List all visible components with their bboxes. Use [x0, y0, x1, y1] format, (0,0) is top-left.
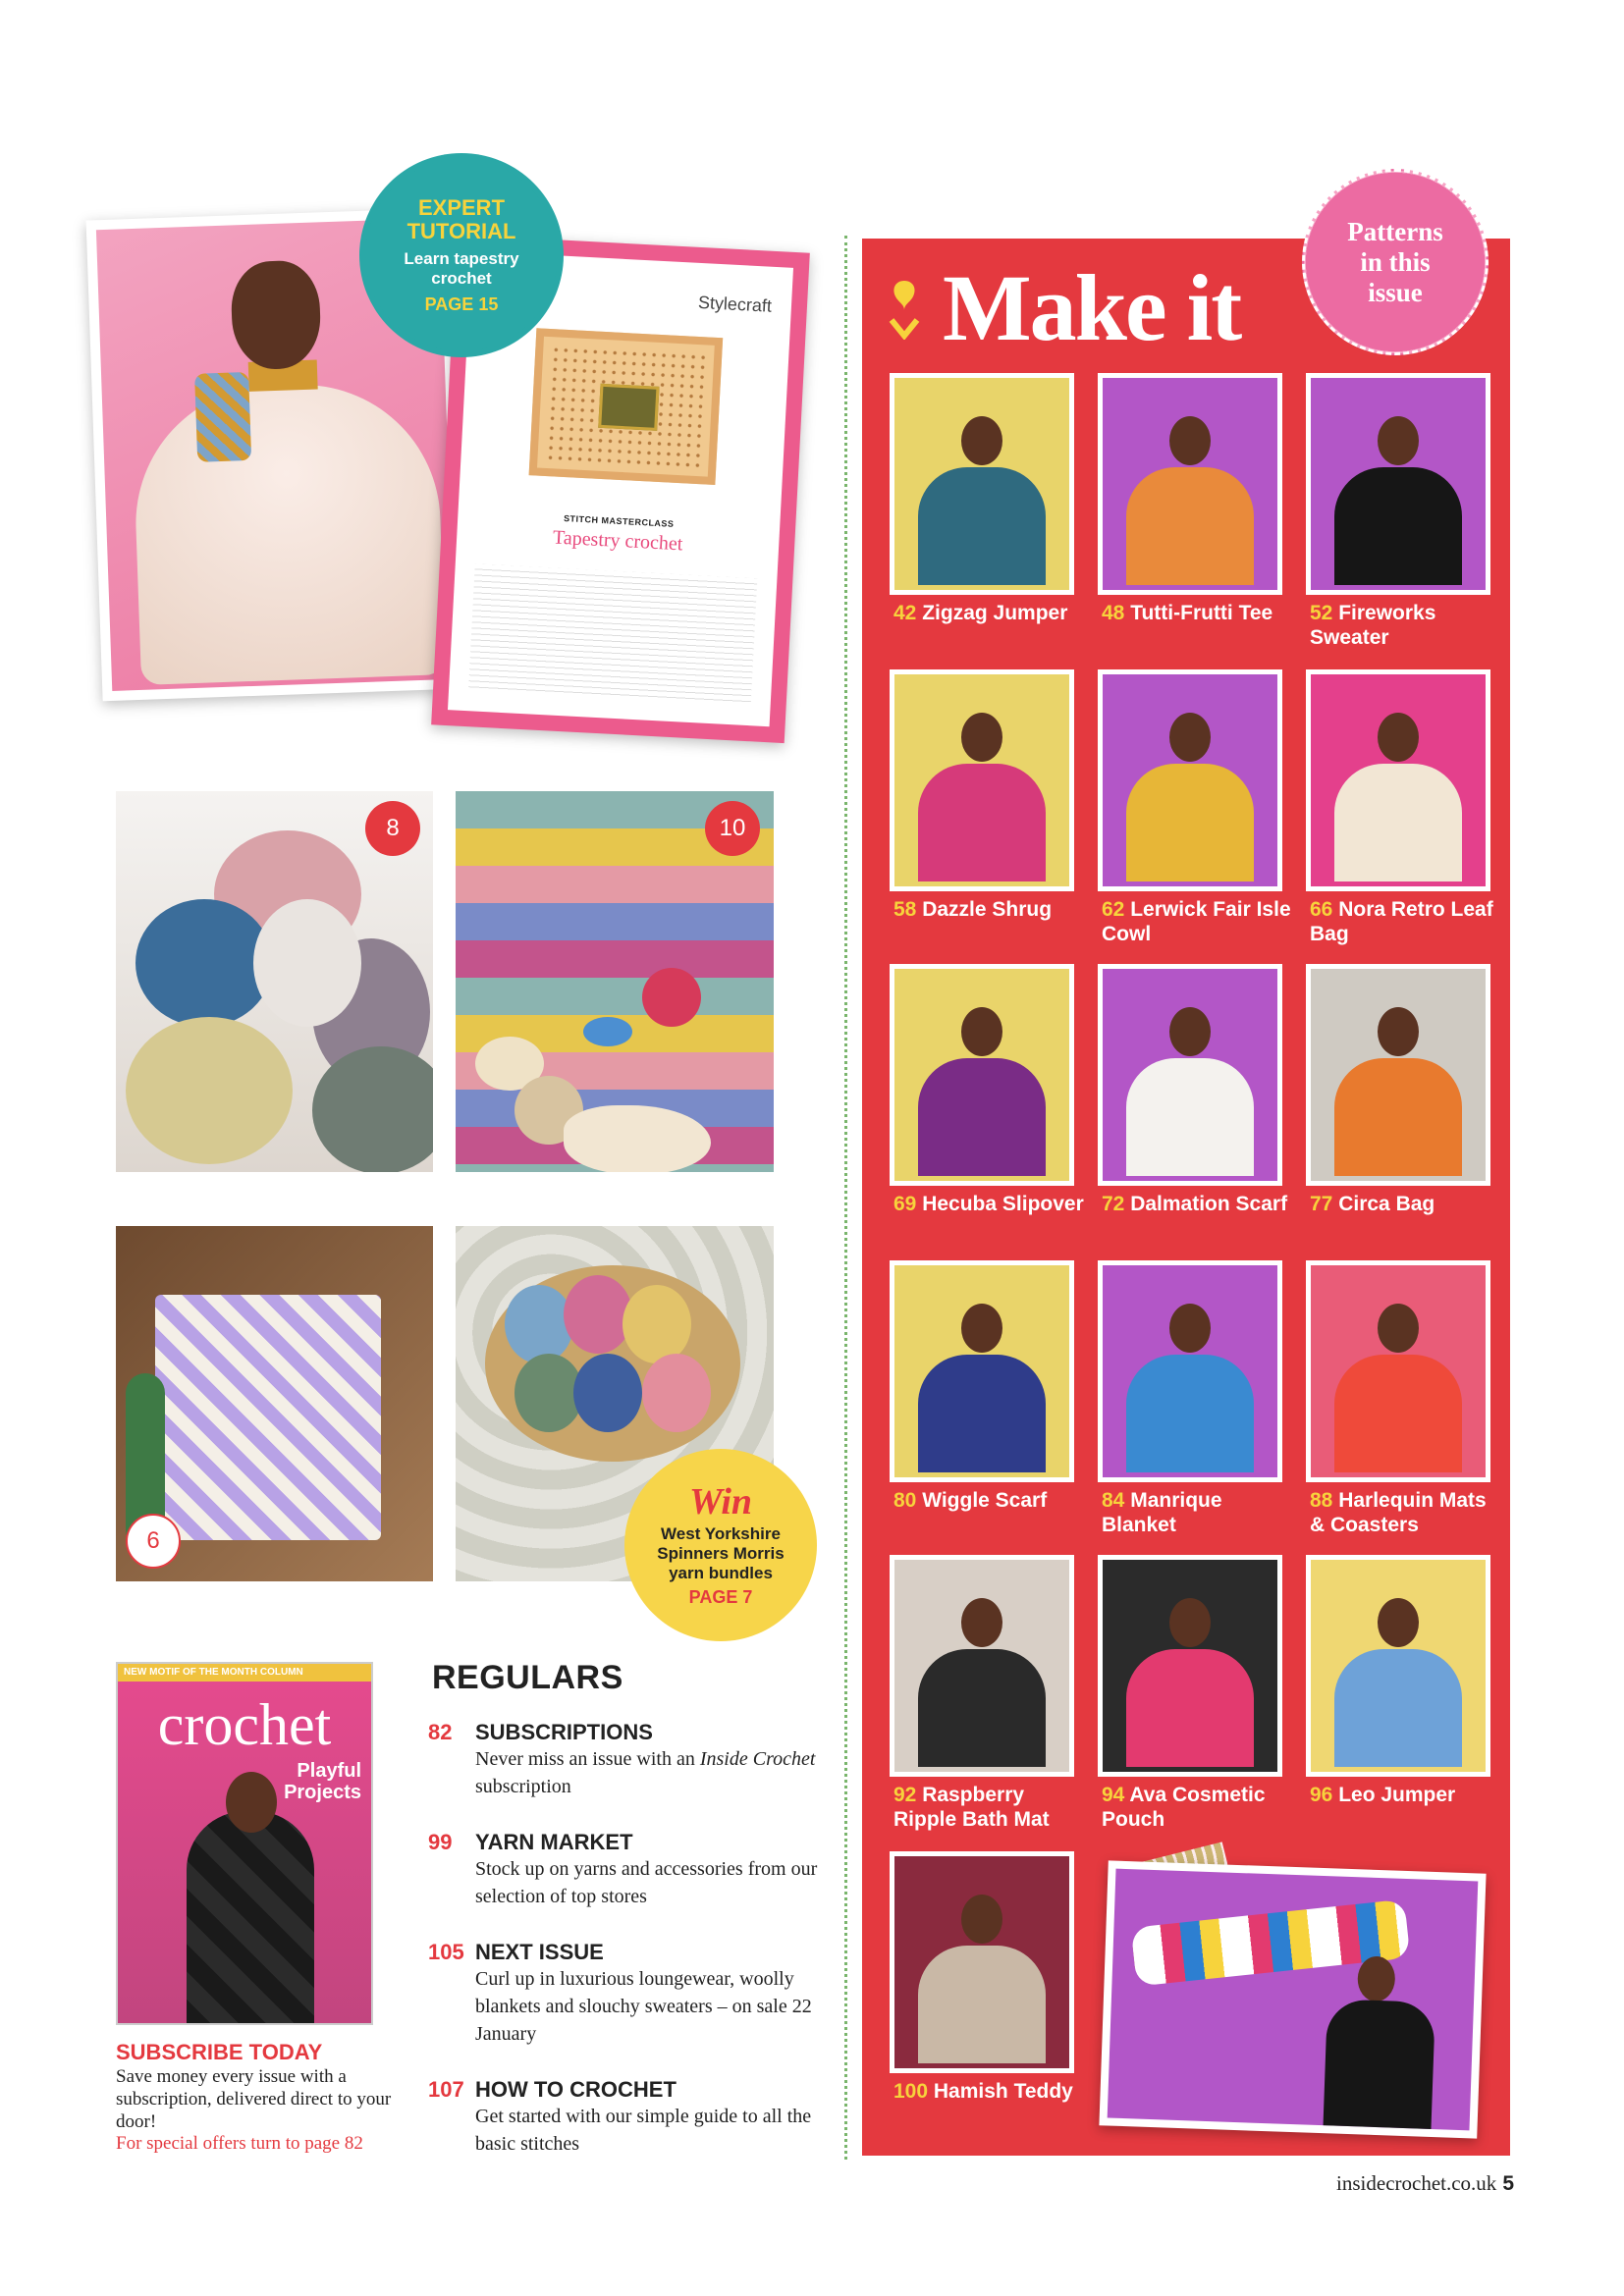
project-caption	[1102, 1783, 1298, 1832]
project-name: Circa Bag	[1338, 1193, 1435, 1215]
project-page-number: 92	[893, 1784, 917, 1806]
project-garment	[918, 764, 1046, 881]
project-page-number: 77	[1310, 1193, 1333, 1215]
project-name: Dazzle Shrug	[922, 898, 1053, 921]
win-giveaway-badge[interactable]	[624, 1449, 817, 1641]
win-page: PAGE 7	[688, 1586, 753, 1607]
regular-item-subscriptions[interactable]	[428, 1720, 821, 1800]
project-garment	[918, 467, 1046, 585]
regular-description: Get started with our simple guide to all the basic stitches	[475, 2106, 812, 2155]
project-garment	[918, 1946, 1046, 2063]
project-photo[interactable]	[1306, 1555, 1490, 1777]
project-caption	[1102, 897, 1298, 946]
model-head	[1378, 1598, 1419, 1647]
body-text-lines	[468, 563, 757, 706]
project-name: Tutti-Frutti Tee	[1130, 602, 1273, 624]
project-name: Manrique Blanket	[1102, 1489, 1222, 1536]
model-head	[1378, 1007, 1419, 1056]
model-head	[961, 1007, 1002, 1056]
project-photo[interactable]	[890, 669, 1074, 891]
project-page-number: 52	[1310, 602, 1333, 624]
project-card[interactable]	[890, 1851, 1086, 2136]
regular-description: Never miss an issue with an Inside Crochet subscription	[475, 1748, 816, 1797]
cover-coverline: Playful Projects	[284, 1760, 361, 1803]
project-name: Fireworks Sweater	[1310, 602, 1436, 649]
project-page-number: 58	[893, 898, 917, 921]
project-garment	[1334, 1649, 1462, 1767]
pegboard-image	[529, 328, 724, 485]
regular-item-yarn-market[interactable]	[428, 1830, 821, 1910]
project-page-number: 66	[1310, 898, 1333, 921]
project-caption	[1310, 1488, 1506, 1537]
regular-label: SUBSCRIPTIONS	[475, 1720, 653, 1744]
project-garment	[1334, 1058, 1462, 1176]
regular-description: Curl up in luxurious loungewear, woolly blankets and slouchy sweaters – on sale 22 January	[475, 1968, 812, 2045]
regular-description: Stock up on yarns and accessories from our selection of top stores	[475, 1858, 818, 1907]
project-garment	[1126, 1649, 1254, 1767]
project-page-number: 80	[893, 1489, 917, 1512]
project-card[interactable]	[1098, 964, 1294, 1249]
project-photo[interactable]	[890, 1260, 1074, 1482]
project-photo[interactable]	[890, 1555, 1074, 1777]
regulars-heading: REGULARS	[432, 1659, 623, 1696]
project-caption	[1102, 1192, 1298, 1216]
expert-tutorial-badge[interactable]	[365, 159, 558, 351]
regular-item-next-issue[interactable]	[428, 1940, 821, 2048]
scarf-feature-photo	[1099, 1860, 1486, 2138]
project-page-number: 69	[893, 1193, 917, 1215]
project-photo[interactable]	[1098, 964, 1282, 1186]
project-card[interactable]	[890, 1260, 1086, 1545]
project-card[interactable]	[890, 669, 1086, 954]
project-card[interactable]	[1306, 1260, 1502, 1545]
project-name: Leo Jumper	[1338, 1784, 1456, 1806]
badge-page: PAGE 15	[424, 294, 499, 314]
project-photo[interactable]	[1098, 373, 1282, 595]
magazine-cover[interactable]	[116, 1662, 373, 2025]
model-head	[1169, 416, 1211, 465]
model-head	[961, 1304, 1002, 1353]
project-photo[interactable]	[890, 1851, 1074, 2073]
project-caption	[893, 1783, 1090, 1832]
model-head	[230, 259, 322, 370]
project-caption	[1310, 1192, 1506, 1216]
model-head	[1169, 1007, 1211, 1056]
project-caption	[1102, 1488, 1298, 1537]
tapestry-mitt	[194, 372, 251, 462]
regular-item-how-to-crochet[interactable]	[428, 2077, 821, 2158]
project-caption	[893, 601, 1090, 625]
subscribe-text: Save money every issue with a subscription, delivered direct to your door!	[116, 2066, 392, 2132]
project-photo[interactable]	[1098, 669, 1282, 891]
cover-model	[187, 1811, 314, 2025]
project-garment	[1126, 1058, 1254, 1176]
project-card[interactable]	[1306, 373, 1502, 658]
project-name: Hamish Teddy	[933, 2080, 1073, 2103]
win-line3: yarn bundles	[669, 1563, 773, 1582]
regular-label: NEXT ISSUE	[475, 1940, 604, 1964]
project-name: Hecuba Slipover	[922, 1193, 1084, 1215]
project-card[interactable]	[890, 373, 1086, 658]
project-name: Nora Retro Leaf Bag	[1310, 898, 1493, 945]
make-it-heading: Make it	[943, 255, 1241, 360]
model-head	[1378, 416, 1419, 465]
project-garment	[918, 1649, 1046, 1767]
project-caption	[893, 1488, 1090, 1513]
project-page-number: 48	[1102, 602, 1125, 624]
cover-topbar: NEW MOTIF OF THE MONTH COLUMN	[118, 1664, 371, 1682]
project-name: Wiggle Scarf	[922, 1489, 1048, 1512]
project-garment	[1334, 1355, 1462, 1472]
project-page-number: 96	[1310, 1784, 1333, 1806]
crochet-hook-icon	[888, 277, 921, 340]
model-head	[1169, 1598, 1211, 1647]
project-photo[interactable]	[1098, 1260, 1282, 1482]
project-name: Dalmation Scarf	[1130, 1193, 1288, 1215]
model-head	[961, 1598, 1002, 1647]
project-photo[interactable]	[1306, 964, 1490, 1186]
project-page-number: 88	[1310, 1489, 1333, 1512]
badge-line3: Learn tapestry	[404, 248, 519, 268]
footer-site[interactable]: insidecrochet.co.uk	[1336, 2171, 1497, 2195]
project-name: Lerwick Fair Isle Cowl	[1102, 898, 1291, 945]
project-caption	[1102, 601, 1298, 625]
project-card[interactable]	[1306, 1555, 1502, 1840]
project-card[interactable]	[1098, 669, 1294, 954]
item-number-badge: 6	[126, 1514, 181, 1569]
badge-line1: EXPERT	[417, 194, 506, 220]
win-title: Win	[688, 1480, 753, 1522]
page-number: 5	[1502, 2172, 1514, 2195]
project-caption	[1310, 601, 1506, 650]
project-page-number: 62	[1102, 898, 1125, 921]
item-number-badge: 8	[365, 801, 420, 856]
project-garment	[918, 1355, 1046, 1472]
project-garment	[1126, 764, 1254, 881]
project-caption	[1310, 1783, 1506, 1807]
footer	[1336, 2171, 1514, 2196]
project-photo[interactable]	[890, 964, 1074, 1186]
model-head	[961, 713, 1002, 762]
regular-page-number: 82	[428, 1720, 453, 1744]
regular-page-number: 105	[428, 1940, 464, 1964]
project-page-number: 100	[893, 2080, 929, 2103]
project-garment	[1334, 764, 1462, 881]
project-card[interactable]	[1098, 1555, 1294, 1840]
project-garment	[1334, 467, 1462, 585]
regular-label: YARN MARKET	[475, 1830, 633, 1854]
project-page-number: 94	[1102, 1784, 1125, 1806]
sponsor-logo: Stylecraft	[697, 292, 773, 316]
project-caption	[893, 897, 1090, 922]
model-blouse	[132, 380, 446, 685]
model-head	[1378, 713, 1419, 762]
item-number-badge: 10	[705, 801, 760, 856]
cover-brand: crochet	[157, 1692, 332, 1757]
project-caption	[893, 2079, 1090, 2104]
project-name: Raspberry Ripple Bath Mat	[893, 1784, 1050, 1831]
column-divider	[844, 236, 847, 2160]
project-name: Zigzag Jumper	[922, 602, 1068, 624]
model-head	[1169, 713, 1211, 762]
project-page-number: 42	[893, 602, 917, 624]
subscribe-title: SUBSCRIBE TODAY	[116, 2040, 323, 2064]
win-line1: West Yorkshire	[661, 1523, 781, 1543]
project-photo[interactable]	[1306, 669, 1490, 891]
project-garment	[1126, 1355, 1254, 1472]
badge-line4: crochet	[431, 268, 492, 288]
win-line2: Spinners Morris	[657, 1543, 785, 1563]
cover-model-head	[226, 1772, 277, 1833]
regular-label: HOW TO CROCHET	[475, 2077, 677, 2102]
project-caption	[1310, 897, 1506, 946]
model-head	[961, 416, 1002, 465]
project-page-number: 72	[1102, 1193, 1125, 1215]
project-card[interactable]	[1098, 1260, 1294, 1545]
page-kicker: STITCH MASTERCLASS	[563, 513, 675, 529]
regular-page-number: 107	[428, 2077, 464, 2102]
project-card[interactable]	[890, 1555, 1086, 1840]
project-garment	[1126, 467, 1254, 585]
project-photo[interactable]	[890, 373, 1074, 595]
regular-page-number: 99	[428, 1830, 453, 1854]
project-photo[interactable]	[1306, 373, 1490, 595]
project-card[interactable]	[1306, 964, 1502, 1249]
project-name: Ava Cosmetic Pouch	[1102, 1784, 1266, 1831]
model-head	[1169, 1304, 1211, 1353]
patterns-in-this-issue-badge: Patterns in this issue	[1302, 169, 1489, 355]
project-card[interactable]	[890, 964, 1086, 1249]
project-card[interactable]	[1306, 669, 1502, 954]
page-headline: Tapestry crochet	[552, 526, 683, 556]
badge-line2: TUTORIAL	[406, 218, 516, 243]
model-head	[961, 1895, 1002, 1944]
project-caption	[893, 1192, 1090, 1216]
project-name: Harlequin Mats & Coasters	[1310, 1489, 1487, 1536]
project-photo[interactable]	[1098, 1555, 1282, 1777]
project-page-number: 84	[1102, 1489, 1125, 1512]
model-head	[1378, 1304, 1419, 1353]
project-garment	[918, 1058, 1046, 1176]
project-card[interactable]	[1098, 373, 1294, 658]
project-photo[interactable]	[1306, 1260, 1490, 1482]
subscribe-offer-link[interactable]: For special offers turn to page 82	[116, 2133, 363, 2154]
